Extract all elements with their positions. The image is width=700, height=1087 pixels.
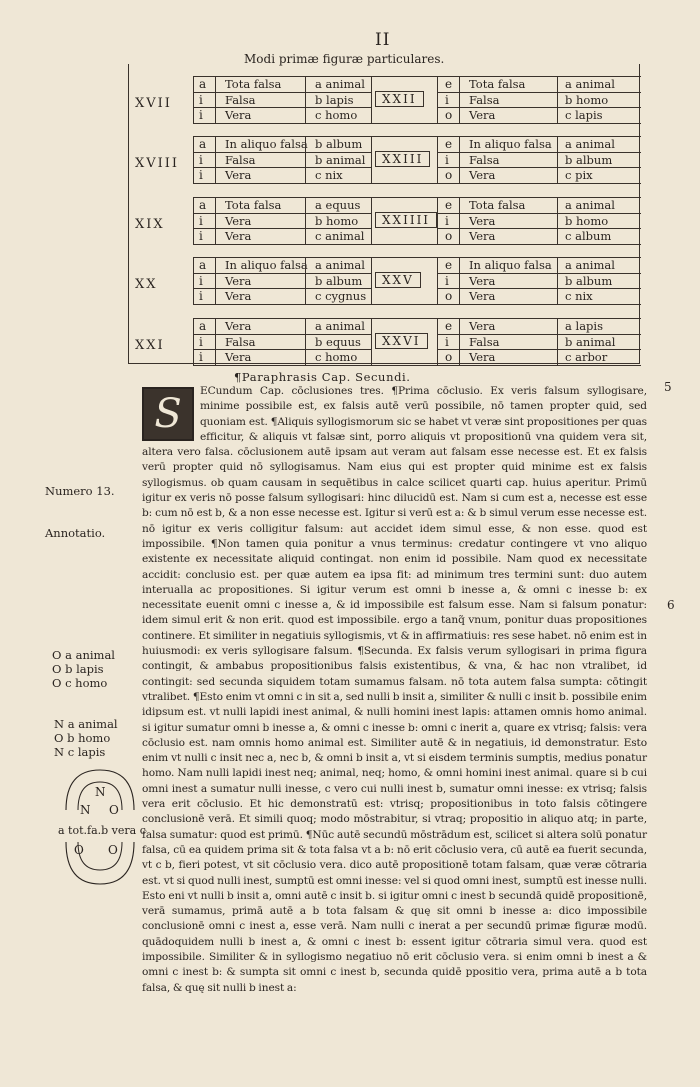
chapter-heading: ¶Paraphrasis Cap. Secundi. bbox=[234, 370, 411, 384]
term-cell: c nix bbox=[565, 289, 593, 303]
margin-line: O b lapis bbox=[52, 662, 104, 676]
rule bbox=[437, 76, 438, 123]
rule bbox=[193, 304, 641, 305]
margin-number: 5 bbox=[664, 380, 672, 394]
term-cell: b album bbox=[565, 273, 613, 288]
rule bbox=[437, 318, 438, 365]
quantity-letter: i bbox=[199, 108, 203, 122]
premise-cell: Falsa bbox=[225, 334, 256, 349]
rule bbox=[437, 349, 641, 350]
premise-cell: Vera bbox=[225, 168, 252, 182]
premise-cell: Tota falsa bbox=[469, 198, 526, 212]
margin-group-2 bbox=[54, 717, 118, 759]
mood-numeral-right: XXIIII bbox=[375, 212, 437, 228]
quantity-letter: e bbox=[445, 319, 453, 333]
quantity-letter: e bbox=[445, 137, 453, 151]
rule bbox=[437, 136, 438, 183]
rule bbox=[557, 257, 558, 304]
rule bbox=[437, 213, 641, 214]
premise-cell: Vera bbox=[225, 289, 252, 303]
margin-number: 6 bbox=[667, 598, 675, 612]
term-cell: b homo bbox=[315, 213, 359, 228]
rule bbox=[305, 197, 306, 244]
diagram-letter: O bbox=[74, 843, 84, 857]
mood-numeral-left: XXI bbox=[135, 338, 165, 353]
rule bbox=[437, 197, 438, 244]
drop-cap-initial: S bbox=[142, 387, 194, 441]
quantity-letter: e bbox=[445, 198, 453, 212]
mood-group bbox=[129, 197, 641, 251]
margin-line: N a animal bbox=[54, 717, 118, 731]
term-cell: b album bbox=[315, 137, 363, 151]
quantity-letter: i bbox=[445, 334, 449, 349]
premise-cell: Vera bbox=[225, 273, 252, 288]
quantity-letter: i bbox=[199, 213, 203, 228]
premise-cell: Falsa bbox=[469, 152, 500, 167]
rule bbox=[193, 197, 194, 244]
rule bbox=[371, 257, 372, 304]
moods-table bbox=[128, 64, 640, 364]
term-cell: a lapis bbox=[565, 319, 603, 333]
mood-group bbox=[129, 76, 641, 130]
quantity-letter: i bbox=[199, 350, 203, 364]
mood-numeral-left: XIX bbox=[135, 217, 165, 232]
rule bbox=[437, 107, 641, 108]
quantity-letter: i bbox=[199, 273, 203, 288]
rule bbox=[193, 183, 641, 184]
premise-cell: In aliquo falsa bbox=[225, 137, 308, 151]
quantity-letter: o bbox=[445, 289, 453, 303]
premise-cell: Vera bbox=[225, 350, 252, 364]
mood-numeral-right: XXV bbox=[375, 272, 421, 288]
term-cell: a equus bbox=[315, 198, 361, 212]
mood-group bbox=[129, 257, 641, 311]
term-cell: a animal bbox=[315, 77, 365, 91]
term-cell: b equus bbox=[315, 334, 361, 349]
diagram-caption: a tot.fa.b vera c bbox=[58, 824, 146, 837]
quantity-letter: e bbox=[445, 77, 453, 91]
quantity-letter: o bbox=[445, 168, 453, 182]
mood-numeral-right: XXII bbox=[375, 91, 424, 107]
term-cell: a animal bbox=[565, 258, 615, 272]
diagram-letter: N bbox=[80, 803, 91, 817]
rule bbox=[215, 197, 216, 244]
term-cell: b album bbox=[315, 273, 363, 288]
term-cell: c lapis bbox=[565, 108, 603, 122]
premise-cell: Vera bbox=[469, 229, 496, 243]
term-cell: b animal bbox=[565, 334, 616, 349]
quantity-letter: i bbox=[445, 92, 449, 107]
term-cell: c arbor bbox=[565, 350, 608, 364]
premise-cell: Falsa bbox=[469, 334, 500, 349]
rule bbox=[437, 288, 641, 289]
premise-cell: Tota falsa bbox=[469, 77, 526, 91]
rule bbox=[193, 76, 194, 123]
premise-cell: Vera bbox=[225, 229, 252, 243]
rule bbox=[557, 136, 558, 183]
premise-cell: Vera bbox=[469, 289, 496, 303]
diagram-letter: N bbox=[95, 785, 106, 799]
body-text: ECundum Cap. cōclusiones tres. ¶Prima cōclusio. Ex veris falsum syllogisare, minime possibile est, ex falsis autē verū possibile, nō tamen propter quid, sed quoniam est. ¶Aliquis syllogismorum sic se habet vt veræ sint propositiones per quas efficitur, & aliquis vt falsæ sint, porro aliquis vt propositionū vna quidem vera sit, altera vero falsa. cōclusionem autē ipsam aut veram aut falsam esse necesse est. Et ex falsis verū propter quid nō syllogisamus. Nam eius qui est propter quid minime est ex falsis syllogismus. ob quam causam in sequētibus in calce scilicet quarti cap. huius aperitur. Primū igitur ex veris nō posse falsum syllogisari: hinc dilucidū est. Nam si cum est a, necesse est esse b: cum nō est b, & a non esse necesse est. Igitur si verū est a: & b simul verum esse necesse est. nō igitur ex veris colligitur falsum: aut accidet idem simul esse, & non esse. quod est impossibile. ¶Non tamen quia ponitur a vnus terminus: credatur contingere vt vno aliquo existente ex necessitate aliquid contingat. non enim id possibile. Nam quod ex necessitate accidit: conclusio est. per quæ autem ea ipsa fit: ad minimum tres termini sunt: duo autem interualla ac propositiones. Si igitur verum est omni b inesse a, & omni c inesse b: ex necessitate euenit omni c inesse a, & id impossibile est falsum esse. Nam si falsum ponatur: idem simul erit & non erit. quod est impossibile. ergo a tanq̃ vnum, ponitur duas propositiones continere. Et similiter in negatiuis syllogismis, vt & in affirmatiuis: res sese habet. nō enim est in huiusmodi: ex veris syllogisare falsum. ¶Secunda. Ex falsis verum syllogisari in prima figura contingit, & ambabus propositionibus falsis existentibus, & vna, & hac non vtralibet, id contingit: sed secunda siquidem totam sumamus falsam. nō tota autem falsa sumpta: cōtingit vtralibet. ¶Esto enim vt omni c in sit a, sed nulli b insit a, similiter & nulli c insit b. possibile enim idipsum est. vt nulli lapidi inest animal, & nulli homini inest lapis: attamen omnis homo animal. si igitur sumatur omni b inesse a, & omni c inesse b: omni c inerit a, quare ex vtrisq; falsis: vera cōclusio est. nam omnis homo animal est. Similiter autē & in negatiuis, id demonstratur. Esto enim vt nulli c insit nec a, nec b, & omni b insit a, vt si eisdem terminis sumptis, medius ponatur homo. Nam nulli lapidi inest neq; animal, neq; homo, & omni homini inest animal. quare si b cui omni inest a sumatur nulli inesse, c vero cui nulli inest b, sumatur omni inesse: ex vtrisq; falsis vera erit cōclusio. Et hic demonstratū est: vtrisq; propositionibus in toto falsis cōtingere conclusionē verā. Et simili quoq; modo mōstrabitur, si vtraq; propositio in aliquo atq; in parte, falsa sumatur: quod est primū. ¶Nūc autē secundū mōstrādum est, scilicet si altera solū ponatur falsa, cū ea quidem prima sit & tota falsa vt a b: nō erit cōclusio vera, cū autē ea fuerit secunda, vt c b, fieri potest, vt sit cōclusio vera. dico autē propositionē totam falsam, quæ veræ cōtraria est. vt si quod nulli inest, sumptū est omni inesse: vel si quod omni inest, sumptū est inesse nulli. Esto eni vt nulli b insit a, omni autē c insit b. si igitur omni c inest b secundā quidē propositionē, verā sumamus, primā autē a b tota falsam & quę sit omni b inesse a: dico impossibile conclusionē omni c inest a, esse verā. Nam nulli c inerat a per secundū primæ figuræ modū. quādoquidem nulli b inest a, & omni c inest b: essent igitur cōtraria simul vera. quod est impossibile. Similiter & in syllogismo negatiuo nō erit cōclusio vera. si enim omni b inest a & omni c inest b: & sumpta sit omni c inest b, secunda quidē ppositio vera, prima autē a b tota falsa, & quę sit nulli b inest a: bbox=[142, 385, 647, 994]
rule bbox=[437, 257, 438, 304]
rule bbox=[371, 76, 372, 123]
quantity-letter: i bbox=[199, 229, 203, 243]
term-cell: a animal bbox=[565, 198, 615, 212]
quantity-letter: a bbox=[199, 319, 207, 333]
premise-cell: Tota falsa bbox=[225, 198, 282, 212]
rule bbox=[193, 318, 194, 365]
quantity-letter: e bbox=[445, 258, 453, 272]
term-cell: c pix bbox=[565, 168, 593, 182]
mood-numeral-right: XXIII bbox=[375, 151, 430, 167]
quantity-letter: i bbox=[445, 152, 449, 167]
premise-cell: Falsa bbox=[225, 152, 256, 167]
term-cell: c album bbox=[565, 229, 612, 243]
rule bbox=[459, 197, 460, 244]
premise-cell: In aliquo falsa bbox=[469, 258, 552, 272]
circle-diagram bbox=[52, 766, 152, 896]
rule bbox=[459, 136, 460, 183]
mood-group bbox=[129, 136, 641, 190]
quantity-letter: o bbox=[445, 229, 453, 243]
premise-cell: Falsa bbox=[469, 92, 500, 107]
premise-cell: Vera bbox=[225, 213, 252, 228]
rule bbox=[371, 136, 372, 183]
premise-cell: Vera bbox=[469, 273, 496, 288]
premise-cell: In aliquo falsa bbox=[225, 258, 308, 272]
quantity-letter: a bbox=[199, 137, 207, 151]
rule bbox=[305, 318, 306, 365]
mood-numeral-right: XXVI bbox=[375, 333, 428, 349]
rule bbox=[371, 197, 372, 244]
body-paragraph bbox=[142, 384, 647, 996]
diagram-letter: O bbox=[109, 803, 119, 817]
margin-line: O c homo bbox=[52, 676, 108, 690]
rule bbox=[193, 167, 371, 168]
term-cell: c homo bbox=[315, 108, 358, 122]
rule bbox=[305, 136, 306, 183]
quantity-letter: i bbox=[199, 334, 203, 349]
term-cell: b lapis bbox=[315, 92, 354, 107]
rule bbox=[557, 318, 558, 365]
premise-cell: Vera bbox=[225, 108, 252, 122]
rule bbox=[193, 257, 194, 304]
premise-cell: Vera bbox=[469, 168, 496, 182]
quantity-letter: i bbox=[199, 289, 203, 303]
term-cell: b homo bbox=[565, 213, 609, 228]
premise-cell: Vera bbox=[469, 108, 496, 122]
term-cell: a animal bbox=[565, 77, 615, 91]
premise-cell: Vera bbox=[469, 350, 496, 364]
rule bbox=[215, 76, 216, 123]
rule bbox=[557, 76, 558, 123]
rule bbox=[459, 257, 460, 304]
rule bbox=[193, 123, 641, 124]
margin-line: O b homo bbox=[54, 731, 111, 745]
premise-cell: Vera bbox=[469, 213, 496, 228]
quantity-letter: o bbox=[445, 108, 453, 122]
margin-note-numero: Numero 13. bbox=[45, 484, 115, 498]
quantity-letter: a bbox=[199, 198, 207, 212]
rule bbox=[193, 365, 641, 366]
margin-line: O a animal bbox=[52, 648, 115, 662]
premise-cell: Tota falsa bbox=[225, 77, 282, 91]
premise-cell: Falsa bbox=[225, 92, 256, 107]
rule bbox=[459, 76, 460, 123]
rule bbox=[305, 76, 306, 123]
rule bbox=[459, 318, 460, 365]
quantity-letter: i bbox=[445, 213, 449, 228]
margin-note-annotatio: Annotatio. bbox=[45, 526, 106, 540]
quantity-letter: o bbox=[445, 350, 453, 364]
page-number: II bbox=[375, 30, 391, 50]
term-cell: c animal bbox=[315, 229, 365, 243]
term-cell: a animal bbox=[565, 137, 615, 151]
quantity-letter: i bbox=[199, 92, 203, 107]
rule bbox=[557, 197, 558, 244]
rule bbox=[193, 244, 641, 245]
quantity-letter: a bbox=[199, 77, 207, 91]
rule bbox=[215, 257, 216, 304]
rule bbox=[305, 257, 306, 304]
rule bbox=[437, 167, 641, 168]
term-cell: a animal bbox=[315, 258, 365, 272]
margin-line: N c lapis bbox=[54, 745, 106, 759]
term-cell: c cygnus bbox=[315, 289, 367, 303]
mood-group bbox=[129, 318, 641, 372]
premise-cell: In aliquo falsa bbox=[469, 137, 552, 151]
term-cell: c nix bbox=[315, 168, 343, 182]
quantity-letter: i bbox=[199, 152, 203, 167]
premise-cell: Vera bbox=[225, 319, 252, 333]
rule bbox=[371, 318, 372, 365]
margin-group-1 bbox=[52, 648, 115, 690]
quantity-letter: i bbox=[445, 273, 449, 288]
rule bbox=[437, 92, 641, 93]
rule bbox=[215, 318, 216, 365]
term-cell: b album bbox=[565, 152, 613, 167]
term-cell: a animal bbox=[315, 319, 365, 333]
table-title: Modi primæ figuræ particulares. bbox=[244, 52, 445, 66]
term-cell: c homo bbox=[315, 350, 358, 364]
quantity-letter: a bbox=[199, 258, 207, 272]
quantity-letter: i bbox=[199, 168, 203, 182]
term-cell: b animal bbox=[315, 152, 366, 167]
term-cell: b homo bbox=[565, 92, 609, 107]
mood-numeral-left: XX bbox=[135, 277, 158, 292]
mood-numeral-left: XVIII bbox=[135, 156, 180, 171]
premise-cell: Vera bbox=[469, 319, 496, 333]
rule bbox=[215, 136, 216, 183]
diagram-letter: O bbox=[108, 843, 118, 857]
rule bbox=[193, 136, 194, 183]
mood-numeral-left: XVII bbox=[135, 96, 172, 111]
